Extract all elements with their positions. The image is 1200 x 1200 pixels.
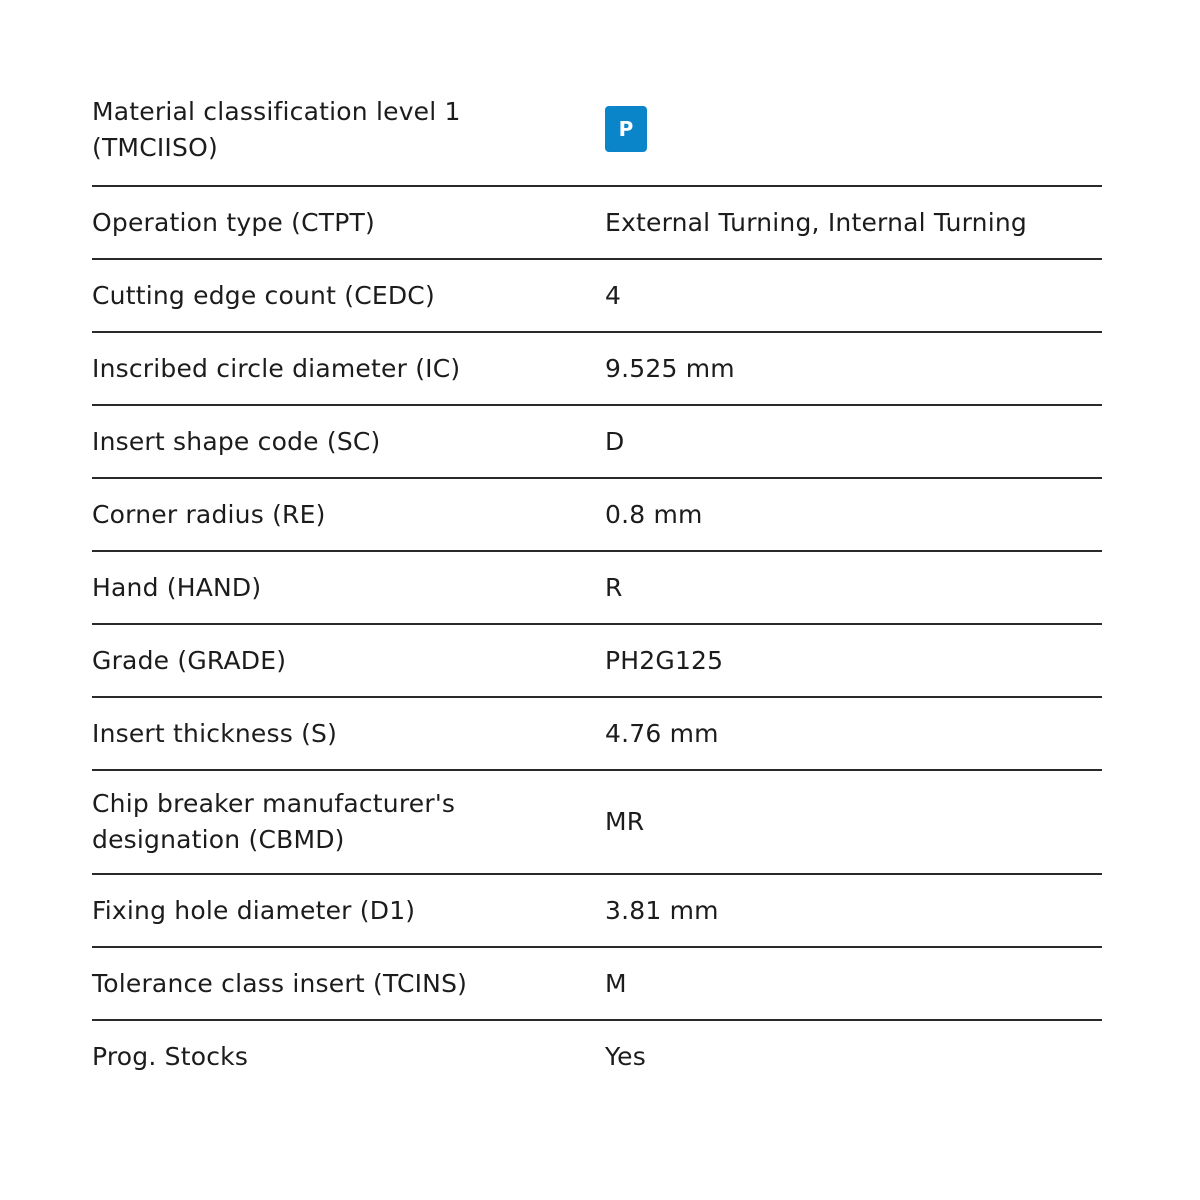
row-value: D: [605, 426, 625, 456]
row-label: Hand (HAND): [92, 572, 262, 602]
table-row-insert-thickness: [92, 698, 1102, 771]
table-row-chip-breaker: [92, 771, 1102, 875]
row-label: Cutting edge count (CEDC): [92, 280, 435, 310]
table-row-insert-shape-code: [92, 406, 1102, 479]
table-row-tolerance-class: [92, 948, 1102, 1021]
row-value: 3.81 mm: [605, 895, 719, 925]
row-label: Material classification level 1 (TMCIISO): [92, 97, 461, 162]
row-value: M: [605, 968, 627, 998]
row-label: Prog. Stocks: [92, 1042, 249, 1071]
row-label: Chip breaker manufacturer's designation (CBMD): [92, 789, 456, 854]
spec-table: [92, 92, 1102, 1093]
row-label: Corner radius (RE): [92, 499, 326, 529]
row-value: 4: [605, 280, 622, 310]
table-row-material-classification: [92, 92, 1102, 187]
table-row-corner-radius: [92, 479, 1102, 552]
table-row-operation-type: [92, 187, 1102, 260]
row-value: 0.8 mm: [605, 499, 703, 529]
row-label: Insert thickness (S): [92, 718, 338, 748]
row-label: Operation type (CTPT): [92, 207, 375, 237]
row-value: External Turning, Internal Turning: [605, 207, 1027, 237]
material-badge: P: [605, 106, 647, 152]
row-label: Insert shape code (SC): [92, 426, 381, 456]
row-value: MR: [605, 807, 645, 836]
row-value: 9.525 mm: [605, 353, 735, 383]
table-row-cutting-edge-count: [92, 260, 1102, 333]
table-row-grade: [92, 625, 1102, 698]
row-value: [605, 94, 1102, 152]
table-row-fixing-hole-diameter: [92, 875, 1102, 948]
row-label: Fixing hole diameter (D1): [92, 895, 416, 925]
table-row-prog-stocks: [92, 1021, 1102, 1093]
row-value: R: [605, 572, 623, 602]
row-label: Grade (GRADE): [92, 645, 287, 675]
row-label: Inscribed circle diameter (IC): [92, 353, 461, 383]
row-value: 4.76 mm: [605, 718, 719, 748]
table-row-hand: [92, 552, 1102, 625]
row-value: Yes: [605, 1042, 646, 1071]
row-label: Tolerance class insert (TCINS): [92, 968, 468, 998]
row-value: PH2G125: [605, 645, 724, 675]
table-row-inscribed-circle-diameter: [92, 333, 1102, 406]
